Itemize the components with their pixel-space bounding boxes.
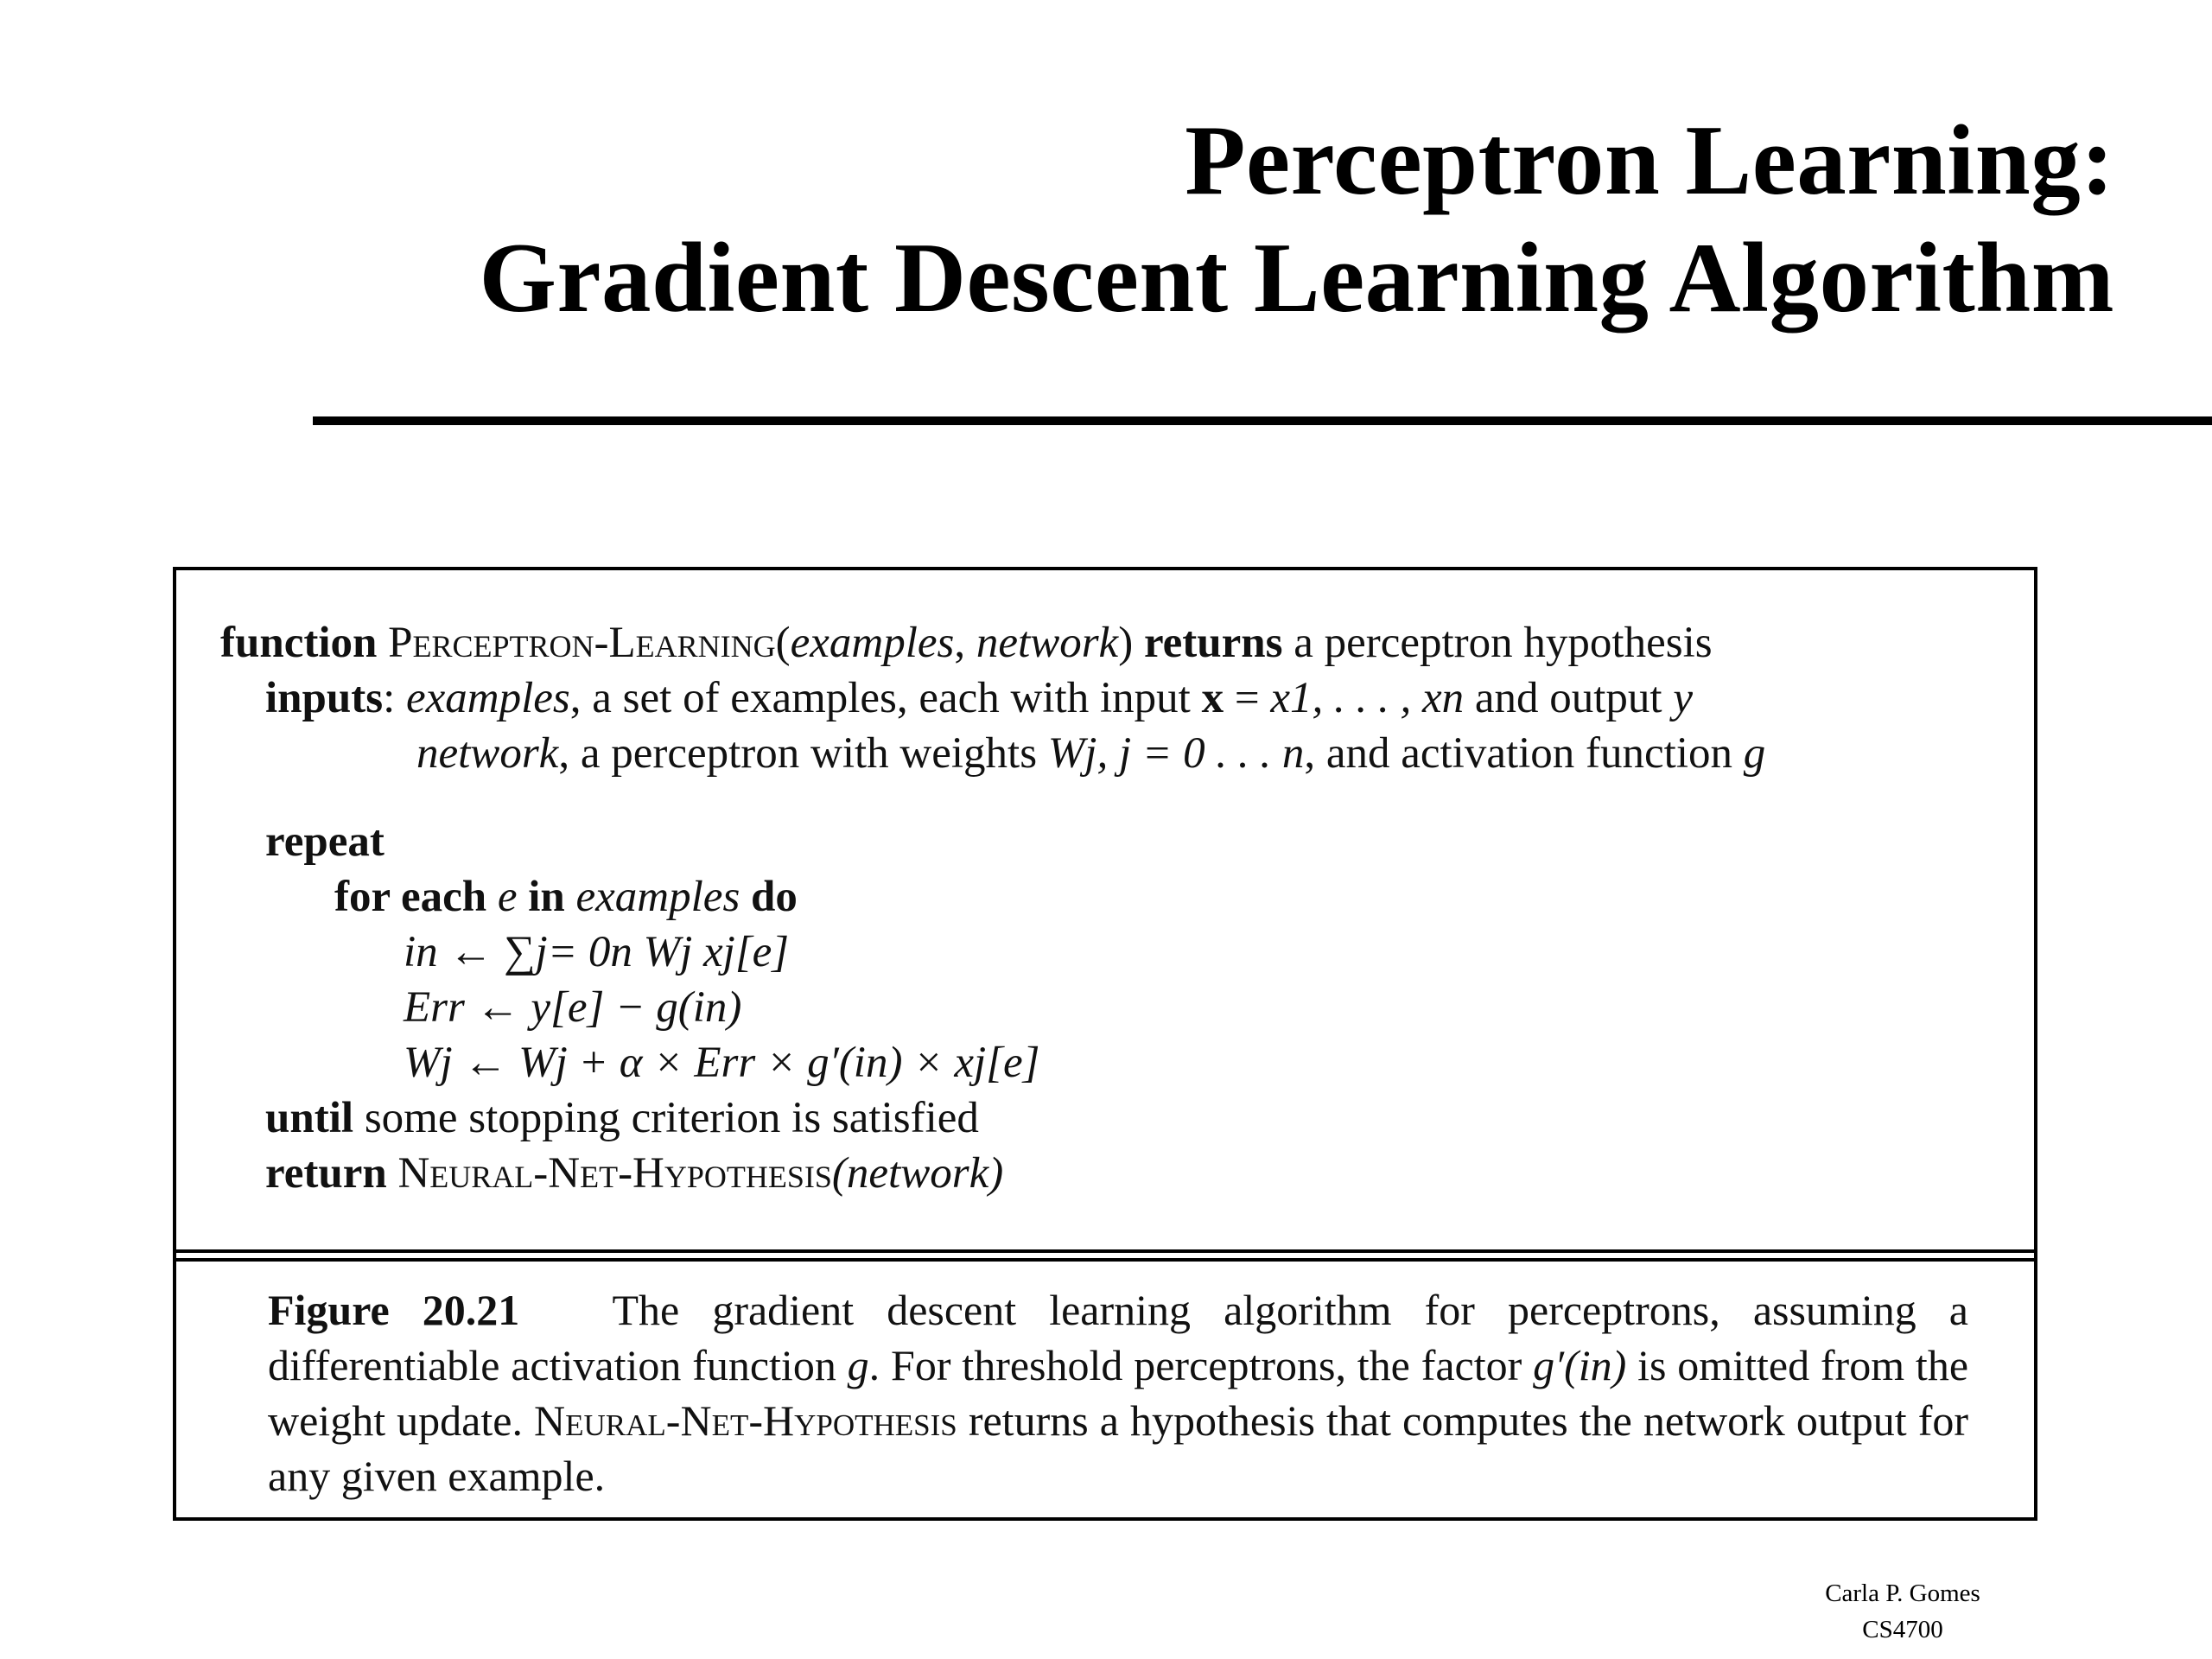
algo-line-weight-update: Wj ← Wj + α × Err × g′(in) × xj[e] (404, 1039, 1040, 1087)
input-network: network (416, 729, 559, 778)
caption-g: g (847, 1341, 869, 1389)
input-sequence: x1, . . . , xn (1270, 674, 1465, 722)
title-rule (313, 416, 2212, 425)
algo-line-repeat (220, 814, 1999, 869)
keyword-return: return (265, 1149, 387, 1198)
input-examples-desc: , a set of examples, each with input (569, 674, 1191, 722)
footer-course: CS4700 (1862, 1616, 1943, 1643)
keyword-repeat: repeat (265, 817, 385, 866)
input-output-desc: and output (1474, 674, 1662, 722)
algo-line-in-sum: in ← ∑j= 0n Wj xj[e] (404, 928, 790, 976)
input-vector-x: x (1201, 674, 1224, 722)
algo-line-until (220, 1090, 1999, 1146)
footer-author: Carla P. Gomes (1825, 1580, 1980, 1607)
loop-examples: examples (575, 873, 741, 921)
figure-label: Figure 20.21 (268, 1286, 520, 1334)
paren-open: ( (775, 619, 791, 667)
algorithm-pseudocode (220, 615, 1999, 1201)
algo-line-inputs (220, 671, 1999, 726)
keyword-for-each: for each (334, 873, 487, 921)
algo-line-for-each (220, 869, 1999, 925)
algo-line-err: Err ← y[e] − g(in) (404, 983, 742, 1032)
keyword-do: do (751, 873, 798, 921)
paren-close: ) (1118, 619, 1134, 667)
slide-footer (1790, 1575, 2015, 1648)
returns-description: a perceptron hypothesis (1294, 619, 1713, 667)
slide-title (480, 102, 2114, 337)
function-name: Perceptron-Learning (388, 619, 776, 667)
output-y: y (1673, 674, 1693, 722)
inputs-colon: : (383, 674, 396, 722)
caption-text-1: The gradient descent learning algorithm for perceptrons, assuming a differentiable activation function (268, 1286, 1968, 1389)
return-function-name: Neural-Net-Hypothesis (397, 1149, 832, 1198)
until-condition: some stopping criterion is satisfied (364, 1094, 979, 1142)
keyword-returns: returns (1143, 619, 1283, 667)
activation-desc: , and activation function (1304, 729, 1733, 778)
arg-network: network (976, 619, 1119, 667)
input-examples: examples (406, 674, 570, 722)
algorithm-figure (173, 567, 2037, 1521)
activation-g: g (1743, 729, 1766, 778)
title-line-2: Gradient Descent Learning Algorithm (479, 223, 2114, 333)
title-line-1: Perceptron Learning: (1185, 105, 2114, 215)
figure-divider (176, 1249, 2034, 1262)
algo-line-function (220, 615, 1999, 671)
caption-text-4: returns a hypothesis that computes the network output for any given example. (268, 1396, 1969, 1500)
keyword-until: until (265, 1094, 354, 1142)
algo-line-return (220, 1146, 1999, 1201)
return-arg: (network) (831, 1149, 1004, 1198)
network-desc: , a perceptron with weights (558, 729, 1038, 778)
keyword-function: function (220, 619, 378, 667)
loop-var-e: e (497, 873, 518, 921)
input-equals: = (1234, 674, 1260, 722)
arg-examples: examples (790, 619, 955, 667)
caption-gprime: g′(in) (1533, 1341, 1627, 1389)
arg-comma: , (954, 619, 976, 667)
algo-line-network (220, 726, 1999, 781)
caption-text-3: is omitted from the weight update. (268, 1341, 1969, 1445)
keyword-in: in (528, 873, 565, 921)
keyword-inputs: inputs (265, 674, 384, 722)
network-weights: Wj, j = 0 . . . n (1047, 729, 1305, 778)
caption-function-name: Neural-Net-Hypothesis (534, 1396, 957, 1445)
caption-text-2: . For threshold perceptrons, the factor (868, 1341, 1522, 1389)
figure-caption (268, 1282, 1968, 1503)
algo-spacer (220, 781, 1999, 814)
